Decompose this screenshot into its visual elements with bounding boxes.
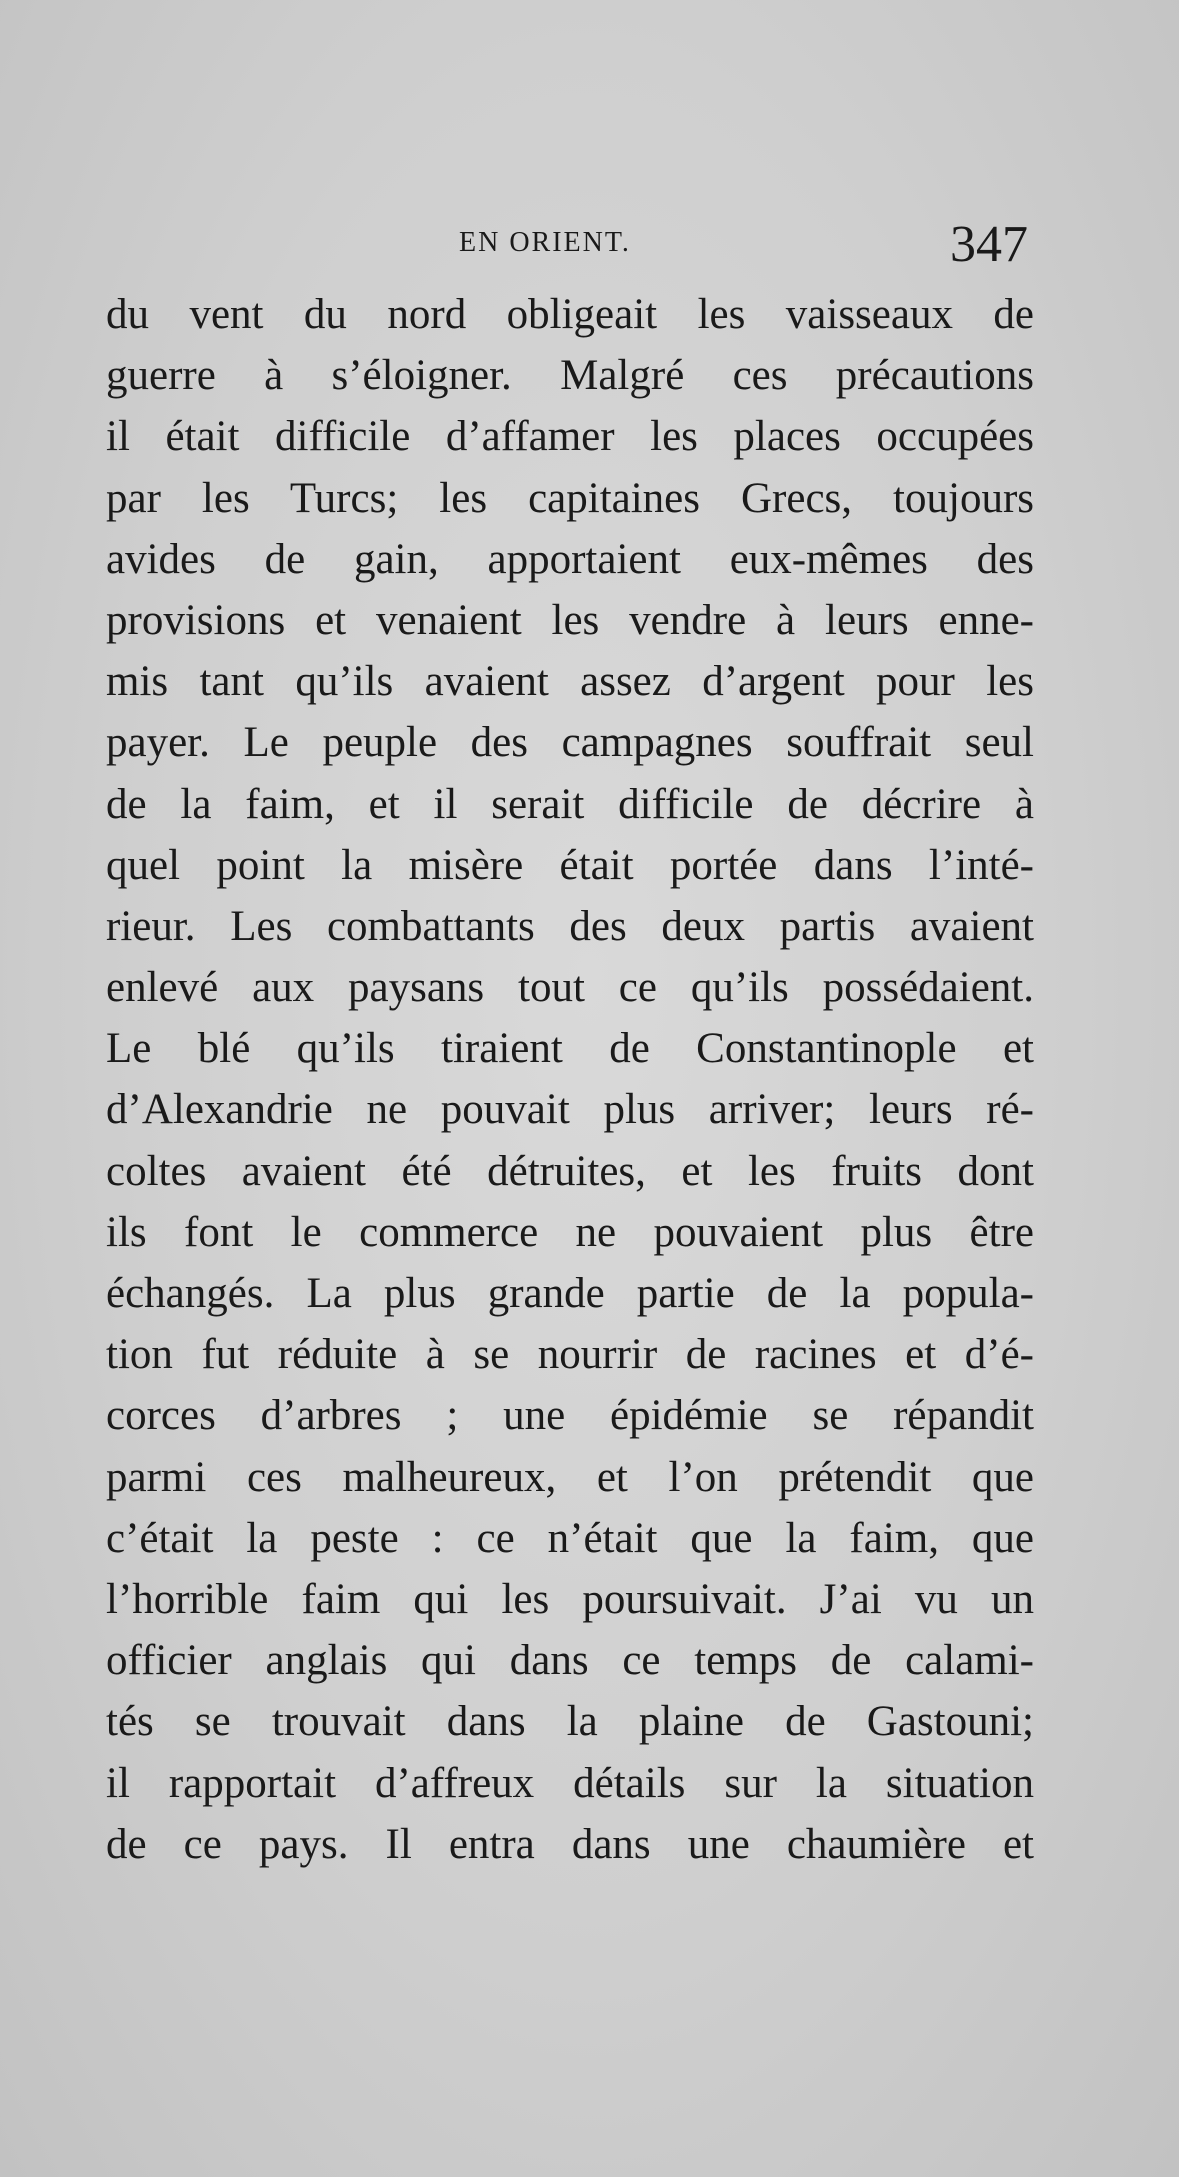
page-number: 347: [950, 216, 1028, 273]
text-line: échangés. La plus grande partie de la popula-: [106, 1270, 1034, 1317]
text-line: corces d’arbres ; une épidémie se répandit: [106, 1392, 1034, 1440]
text-line: officier anglais qui dans ce temps de calami-: [106, 1637, 1034, 1685]
text-line: de la faim, et il serait difficile de décrire à: [106, 780, 1034, 828]
running-title: EN ORIENT.: [459, 227, 631, 258]
text-line: guerre à s’éloigner. Malgré ces précautions: [106, 352, 1034, 400]
text-line: provisions et venaient les vendre à leurs enne-: [106, 596, 1034, 644]
text-line: Le blé qu’ils tiraient de Constantinople et: [106, 1025, 1034, 1073]
text-line: l’horrible faim qui les poursuivait. J’ai vu un: [106, 1575, 1034, 1623]
text-line: de ce pays. Il entra dans une chaumière et: [106, 1820, 1034, 1868]
text-line: d’Alexandrie ne pouvait plus arriver; leurs ré-: [106, 1086, 1034, 1134]
text-line: quel point la misère était portée dans l’inté-: [106, 841, 1034, 889]
text-line: mis tant qu’ils avaient assez d’argent pour les: [106, 658, 1034, 706]
text-line: tion fut réduite à se nourrir de racines et d’é-: [106, 1331, 1034, 1379]
text-line: du vent du nord obligeait les vaisseaux de: [106, 291, 1034, 338]
text-line: par les Turcs; les capitaines Grecs, toujours: [106, 474, 1034, 522]
text-line: payer. Le peuple des campagnes souffrait seul: [106, 719, 1034, 767]
body-text: [106, 284, 1034, 1875]
text-line: il rapportait d’affreux détails sur la situation: [106, 1759, 1034, 1807]
text-line: avides de gain, apportaient eux-mêmes des: [106, 535, 1034, 583]
text-line: c’était la peste : ce n’était que la faim, que: [106, 1514, 1034, 1562]
text-line: enlevé aux paysans tout ce qu’ils possédaient.: [106, 964, 1034, 1012]
text-line: ils font le commerce ne pouvaient plus être: [106, 1208, 1034, 1256]
text-line: il était difficile d’affamer les places occupées: [106, 413, 1034, 461]
text-line: rieur. Les combattants des deux partis avaient: [106, 902, 1034, 950]
text-line: tés se trouvait dans la plaine de Gastouni;: [106, 1698, 1034, 1746]
text-line: parmi ces malheureux, et l’on prétendit que: [106, 1453, 1034, 1501]
text-line: coltes avaient été détruites, et les fruits dont: [106, 1147, 1034, 1195]
page-header: [0, 215, 1179, 285]
